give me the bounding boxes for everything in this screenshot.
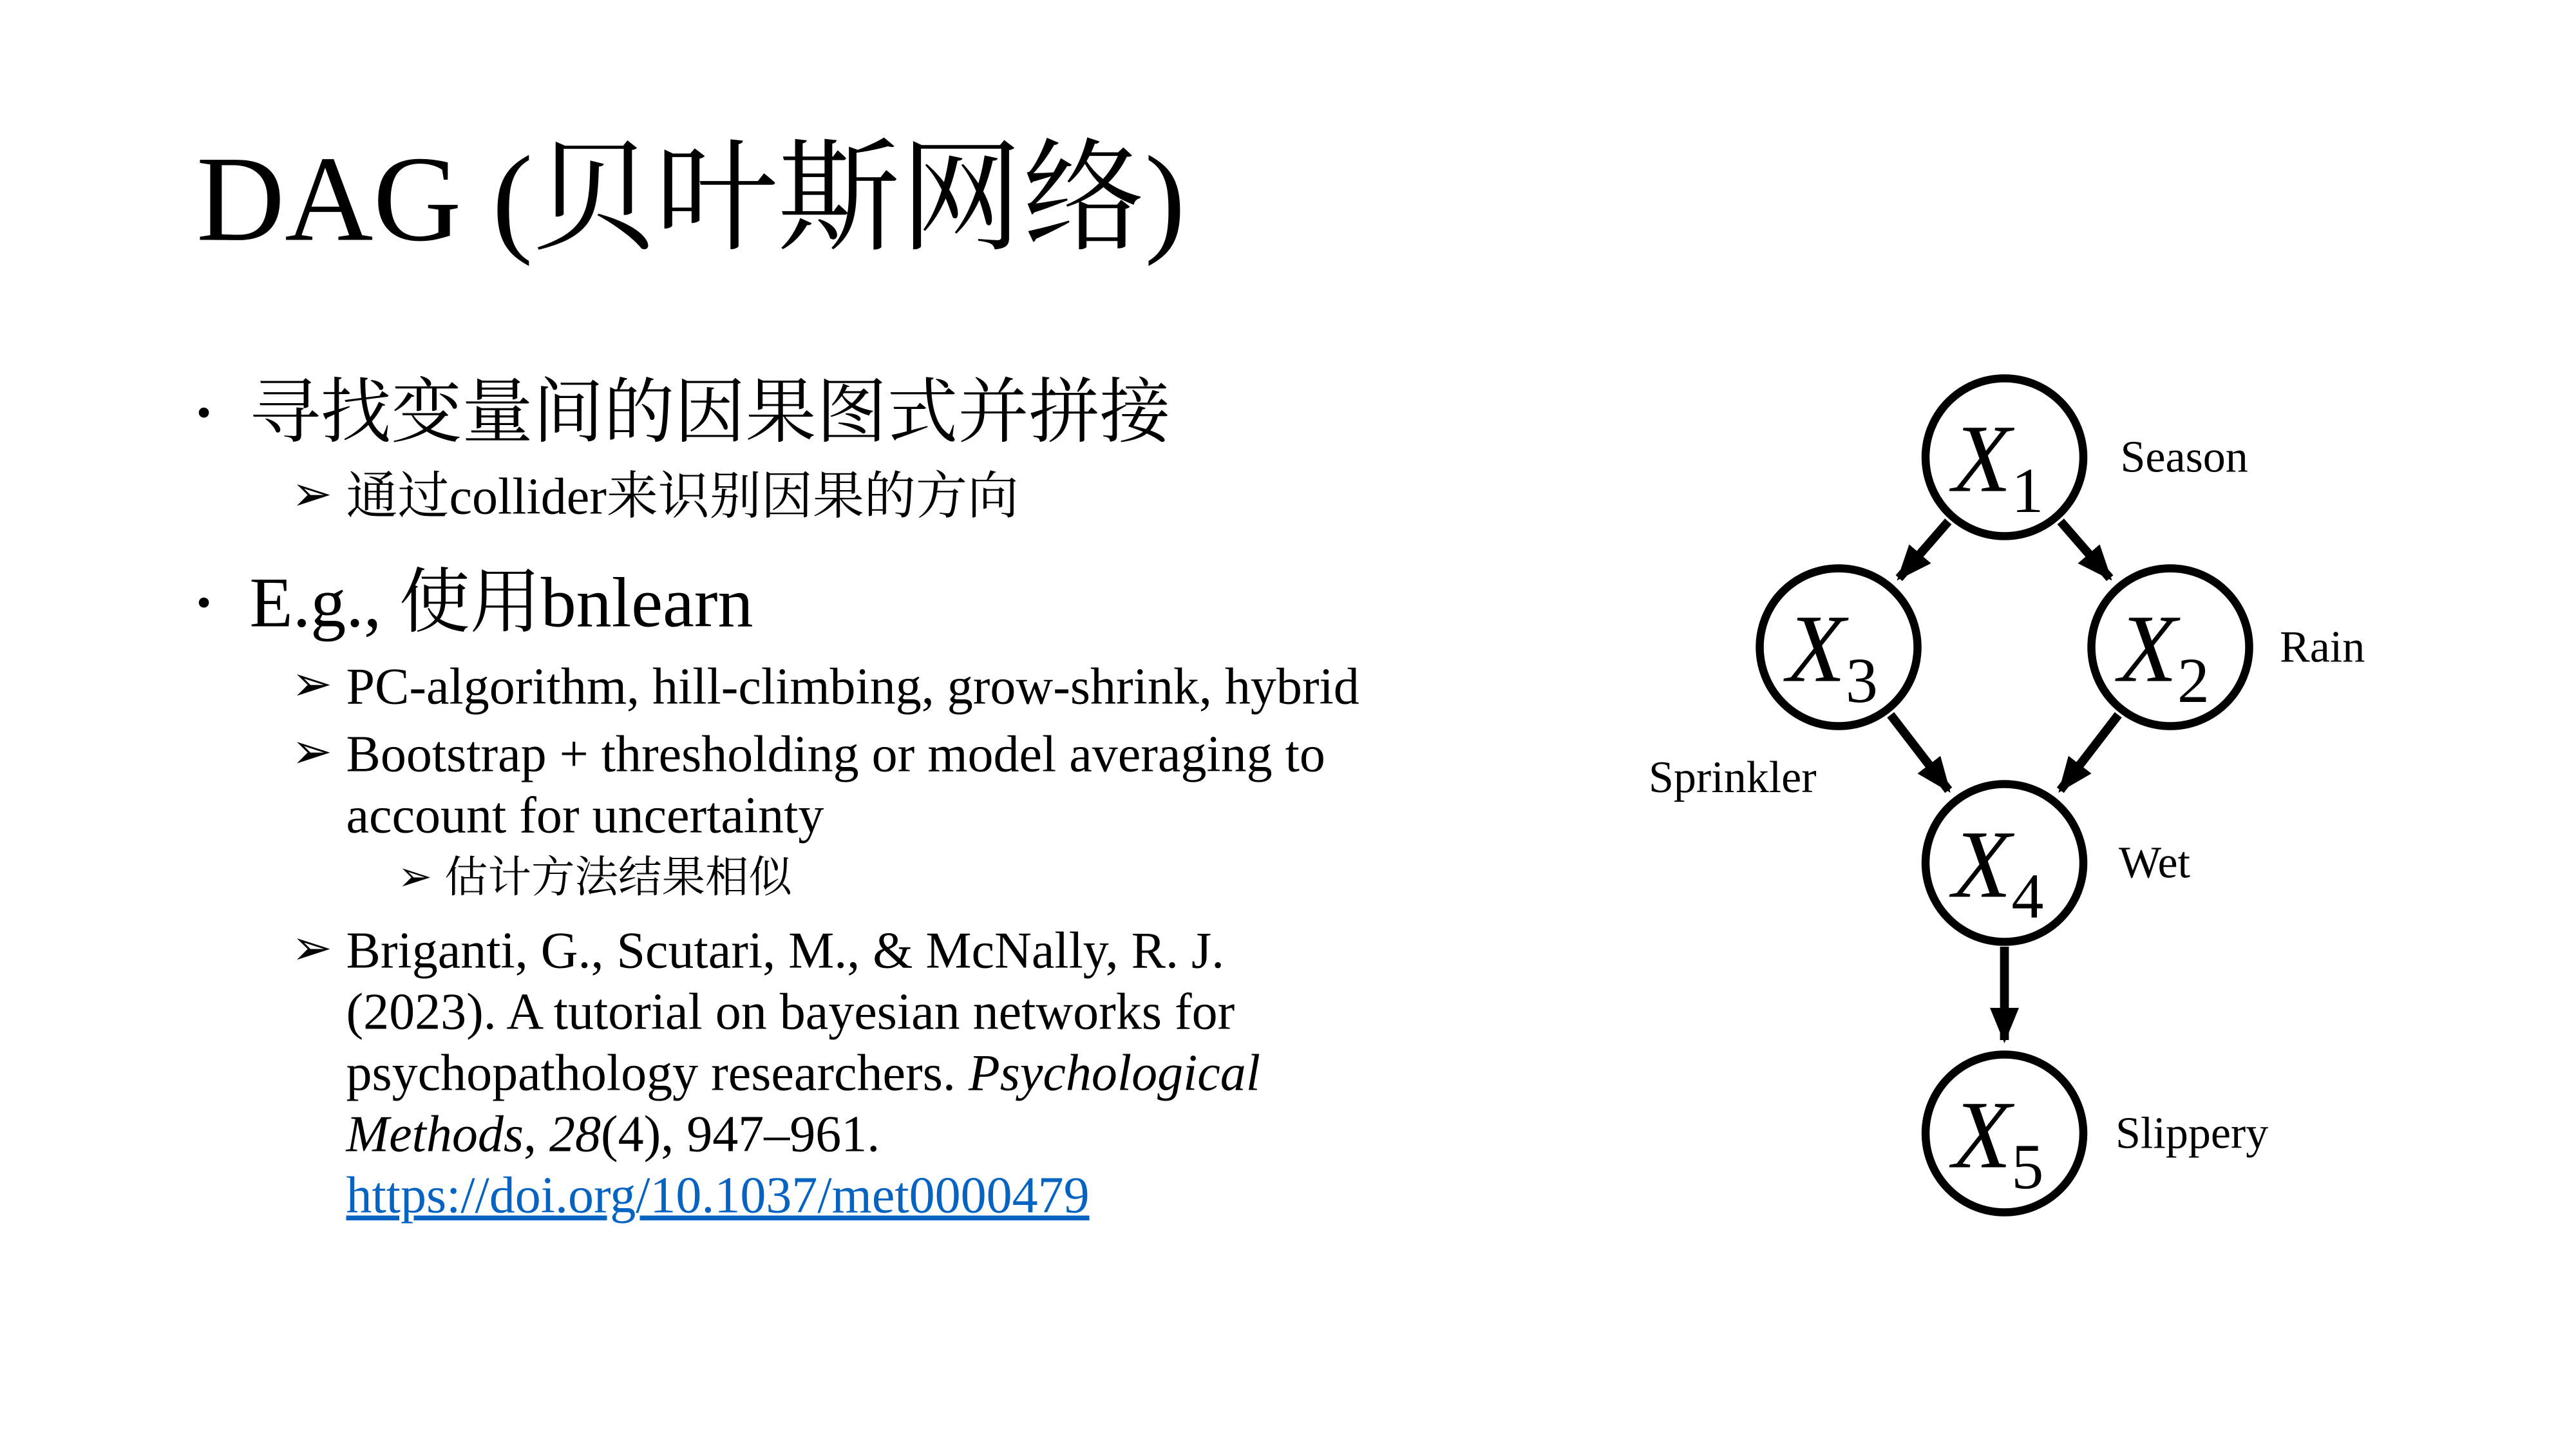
arrow-bullet-icon: ➢ (291, 723, 333, 779)
citation-segment: 28 (549, 1104, 601, 1163)
node-X5 (1926, 1055, 2268, 1213)
bullet-item (398, 849, 1388, 906)
node-var: $X_4$ (1952, 811, 2044, 933)
bullet-item (292, 656, 1377, 717)
doi-link[interactable]: https://doi.org/10.1037/met0000479 (346, 1166, 1090, 1224)
node-var: $X_1$ (1952, 405, 2044, 526)
node-X4 (1926, 784, 2191, 942)
dot-bullet-icon: • (196, 578, 212, 627)
bullet-text: 通过collider来识别因果的方向 (346, 467, 1019, 526)
node-label: Rain (2280, 622, 2365, 672)
bullet-item (196, 558, 1388, 650)
node-X1 (1926, 379, 2248, 536)
bullet-text: E.g., 使用bnlearn (249, 564, 753, 643)
arrow-bullet-icon: ➢ (397, 853, 433, 900)
node-var: $X_2$ (2118, 595, 2210, 716)
slide-title: DAG (贝叶斯网络) (196, 132, 1186, 267)
citation-segment: Briganti, G., Scutari, M., & McNally, R. J. (2023). A tutorial on bayesian networks for psychopathology researchers. (346, 920, 1235, 1101)
bullet-item (292, 466, 1377, 527)
node-var: $X_5$ (1952, 1081, 2044, 1202)
node-X3 (1649, 569, 1918, 803)
bullet-text: 寻找变量间的因果图式并拼接 (249, 374, 1171, 453)
node-X2 (2092, 569, 2365, 726)
bullet-item (196, 367, 1388, 459)
node-label: Wet (2119, 838, 2190, 888)
bullet-text: Bootstrap + thresholding or model averaging to account for uncertainty (346, 723, 1325, 844)
bullet-text: PC-algorithm, hill-climbing, grow-shrink, hybrid (346, 658, 1359, 716)
bullet-text: 估计方法结果相似 (444, 853, 792, 902)
node-label: Slippery (2116, 1108, 2269, 1159)
citation-text (346, 919, 1377, 1226)
bullet-item (292, 722, 1377, 844)
node-label: Sprinkler (1649, 753, 1817, 802)
node-label: Season (2120, 432, 2248, 482)
edge-X1-X2 (2061, 522, 2110, 578)
edge-X1-X3 (1899, 522, 1949, 578)
dot-bullet-icon: • (196, 388, 212, 437)
citation-segment: , (524, 1104, 550, 1163)
node-var: $X_3$ (1786, 595, 1878, 716)
edge-X2-X4 (2060, 715, 2118, 790)
arrow-bullet-icon: ➢ (291, 658, 333, 713)
arrow-bullet-icon: ➢ (291, 920, 333, 976)
citation-segment: Psychological Methods (346, 1043, 1261, 1163)
dag-diagram (1594, 363, 2528, 1264)
arrow-bullet-icon: ➢ (291, 467, 333, 522)
citation-segment: (4), 947–961. (601, 1104, 880, 1163)
bullet-item-citation (292, 919, 1377, 1226)
bullet-list (196, 367, 1388, 1251)
edge-X3-X4 (1891, 715, 1949, 790)
